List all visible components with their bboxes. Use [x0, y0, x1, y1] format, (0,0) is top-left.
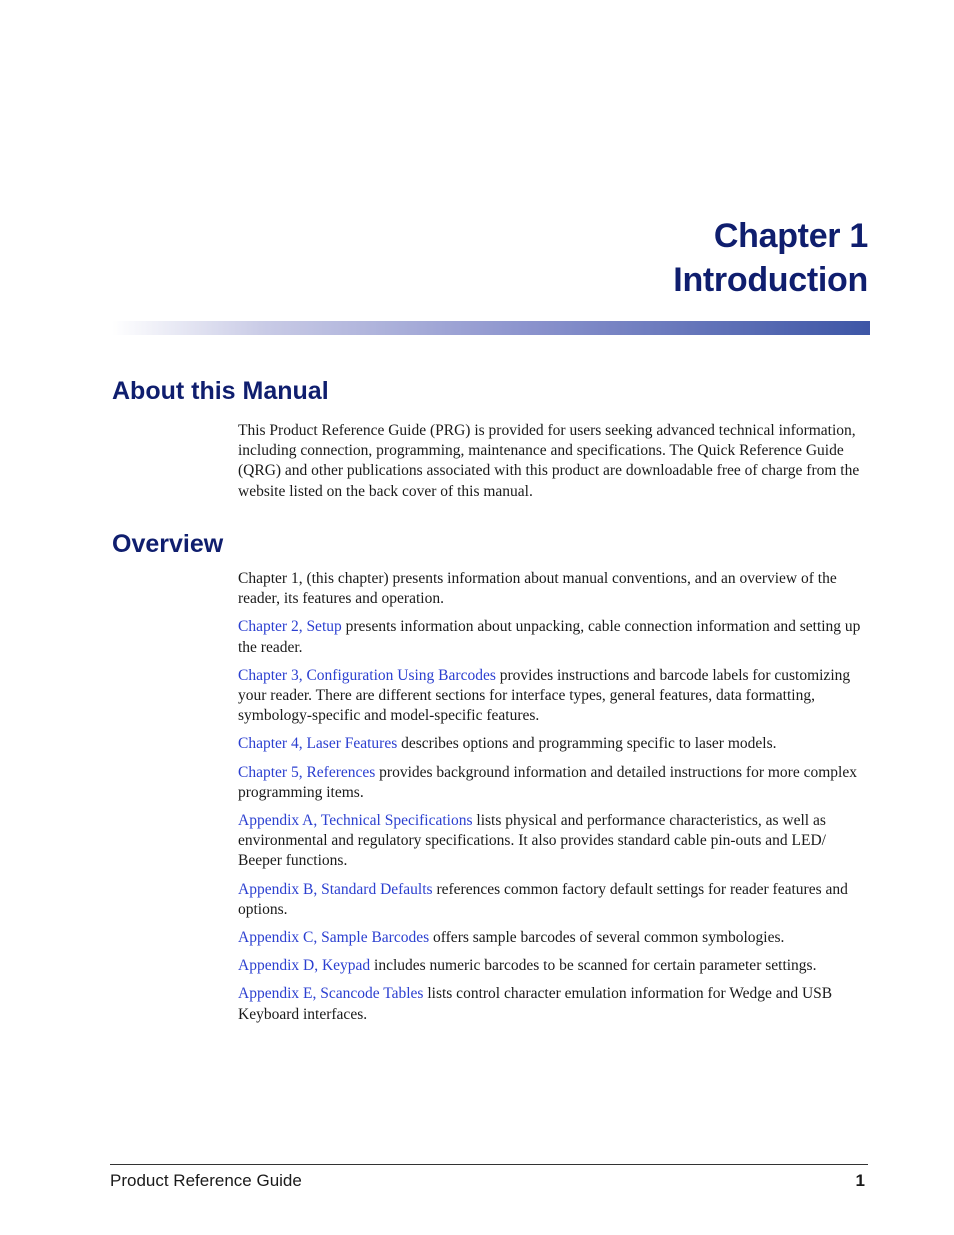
link-appendix-d[interactable]: Appendix D, Keypad — [238, 957, 371, 975]
footer-rule — [110, 1164, 868, 1165]
overview-item-text: presents information about unpacking, cable connection information and setting up the reader. — [238, 618, 861, 656]
overview-item-appendix-c — [238, 928, 870, 948]
overview-item-appendix-d — [238, 956, 870, 976]
link-chapter-2[interactable]: Chapter 2, Setup — [238, 618, 342, 636]
about-paragraph: This Product Reference Guide (PRG) is provided for users seeking advanced technical information, including connection, programming, maintenance and specifications. The Quick Reference Guide (QRG) and other publications associated with this product are downloadable free of charge from the website listed on the back cover of this manual. — [238, 422, 860, 500]
overview-item-appendix-e — [238, 984, 870, 1024]
link-chapter-5[interactable]: Chapter 5, References — [238, 763, 376, 781]
chapter-divider-bar — [112, 321, 870, 335]
overview-item-chapter-5 — [238, 763, 870, 803]
link-appendix-e[interactable]: Appendix E, Scancode Tables — [238, 985, 424, 1003]
overview-section — [238, 569, 870, 1033]
overview-item-chapter-3 — [238, 666, 870, 727]
overview-item-chapter-2 — [238, 617, 870, 657]
overview-item-text: lists physical and performance characteristics, as well as environmental and regulatory specifications. It also provides standard cable pin-outs and LED/ Beeper functions. — [238, 812, 826, 870]
about-section — [238, 421, 870, 510]
link-chapter-3[interactable]: Chapter 3, Configuration Using Barcodes — [238, 666, 496, 684]
overview-item-text: provides background information and detailed instructions for more complex programming items. — [238, 763, 857, 801]
overview-item-text: references common factory default settings for reader features and options. — [238, 880, 848, 918]
chapter-heading — [673, 214, 868, 302]
overview-heading: Overview — [112, 530, 224, 558]
chapter-title: Introduction — [673, 261, 868, 299]
overview-item-appendix-b — [238, 880, 870, 920]
overview-item-text: describes options and programming specific to laser models. — [397, 735, 777, 753]
overview-item-appendix-a — [238, 811, 870, 872]
overview-item-text: includes numeric barcodes to be scanned for certain parameter settings. — [370, 957, 817, 975]
overview-item-text: provides instructions and barcode labels for customizing your reader. There are different sections for interface types, general features, data formatting, symbology-specific and model-specific features. — [238, 666, 851, 725]
page-number: 1 — [855, 1171, 865, 1190]
link-appendix-b[interactable]: Appendix B, Standard Defaults — [238, 880, 433, 898]
overview-item-chapter-4 — [238, 734, 870, 754]
chapter-number: Chapter 1 — [713, 217, 868, 255]
overview-item-text: Chapter 1, (this chapter) presents information about manual conventions, and an overview of the reader, its features and operation. — [238, 570, 837, 608]
overview-item-chapter-1 — [238, 569, 870, 609]
link-appendix-a[interactable]: Appendix A, Technical Specifications — [238, 812, 473, 830]
overview-item-text: offers sample barcodes of several common symbologies. — [429, 929, 785, 947]
overview-item-text: lists control character emulation information for Wedge and USB Keyboard interfaces. — [238, 985, 833, 1023]
about-heading: About this Manual — [112, 377, 329, 405]
link-chapter-4[interactable]: Chapter 4, Laser Features — [238, 735, 398, 753]
footer-title: Product Reference Guide — [110, 1171, 302, 1190]
link-appendix-c[interactable]: Appendix C, Sample Barcodes — [238, 929, 430, 947]
